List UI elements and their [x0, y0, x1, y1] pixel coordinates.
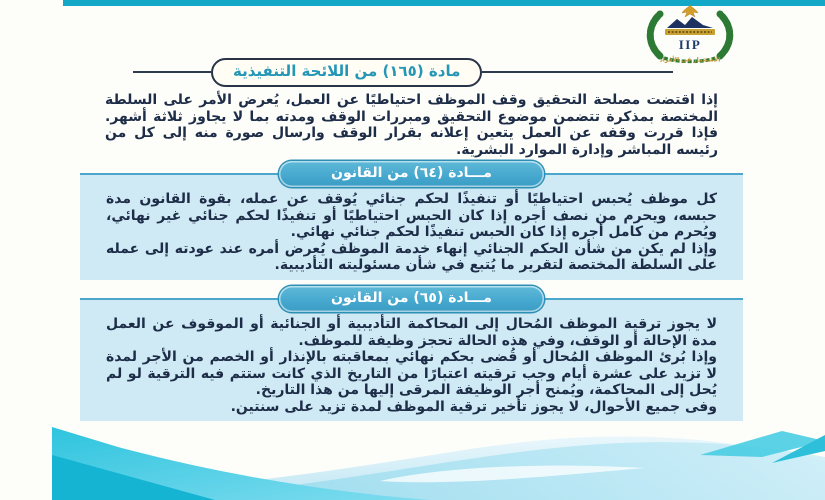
article-65-paragraph: لا يجوز ترقية الموظف المُحال إلى المحاكمة التأديبية أو الجنائية أو الموقوف عن العمل مدة الإحالة أو الوقف، وفي هذه الحالة تحجز وظيفة للموظف.: [106, 316, 717, 349]
article-64-badge: مـــادة (٦٤) من القانون: [279, 161, 544, 187]
mountains-icon: [667, 17, 713, 28]
article-65-paragraph: وإذا بُرئ الموظف المُحال أو قُضى بحكم نهائي بمعاقبته بالإنذار أو الخصم من الأجر لمدة لا تزيد على عشرة أيام وجب ترقيته اعتبارًا من التاريخ الذي كانت ستتم فيه الترقية لو لم يُحل إلى المحاكمة، ويُمنح أجر الوظيفة المرقى إليها من هذا التاريخ.: [106, 349, 717, 399]
laurel-wreath-icon: [720, 14, 730, 56]
article-65-section: [80, 286, 743, 421]
laurel-wreath-icon: [650, 14, 660, 56]
article-65-badge: مـــادة (٦٥) من القانون: [279, 286, 544, 312]
logo-tagline: الاستثمار في الأفراد: [659, 56, 721, 64]
eagle-icon: [682, 5, 698, 17]
iip-logo-graphic: [631, 4, 749, 64]
article-64-section: [80, 161, 743, 280]
article-64-paragraph: كل موظف يُحبس احتياطيًا أو تنفيذًا لحكم جنائي يُوقف عن عمله، بقوة القانون مدة حبسه، ويحرم من نصف أجره إذا كان الحبس احتياطيًا أو تنفيذًا لحكم جنائي غير نهائي، ويُحرم من كامل أجره إذا كان الحبس تنفيذًا لحكم جنائي نهائي.: [106, 191, 717, 241]
logo-iip-text: IIP: [678, 37, 702, 52]
article-64-paragraph: وإذا لم يكن من شأن الحكم الجنائي إنهاء خدمة الموظف يُعرض أمره عند عودته إلى عمله على السلطة المختصة لتقرير ما يُتبع في شأن مسئوليته التأديبية.: [106, 240, 717, 274]
article-165-header: [133, 58, 673, 87]
article-165-paragraph: إذا اقتضت مصلحة التحقيق وقف الموظف احتياطيًا عن العمل، يُعرض الأمر على السلطة المختصة بمذكرة تتضمن موضوع التحقيق ومبررات الوقف ومدته بما لا يجاوز ثلاثة أشهر. فإذا قررت وقفه عن العمل يتعين إعلانه بقرار الوقف وارسال صورة منه إلى كل من رئيسه المباشر وإدارة الموارد البشرية.: [105, 92, 718, 158]
article-64-box: [80, 173, 743, 280]
article-165-title: مادة (١٦٥) من اللائحة التنفيذية: [211, 58, 482, 87]
article-65-paragraph: وفى جميع الأحوال، لا يجوز تأخير ترقية الموظف لمدة تزيد على سنتين.: [230, 398, 717, 415]
article-65-box: [80, 298, 743, 421]
header-rule-right: [482, 71, 673, 73]
bottom-wave-decoration: [0, 415, 825, 500]
iip-logo: [631, 4, 749, 64]
header-rule-left: [133, 71, 211, 73]
